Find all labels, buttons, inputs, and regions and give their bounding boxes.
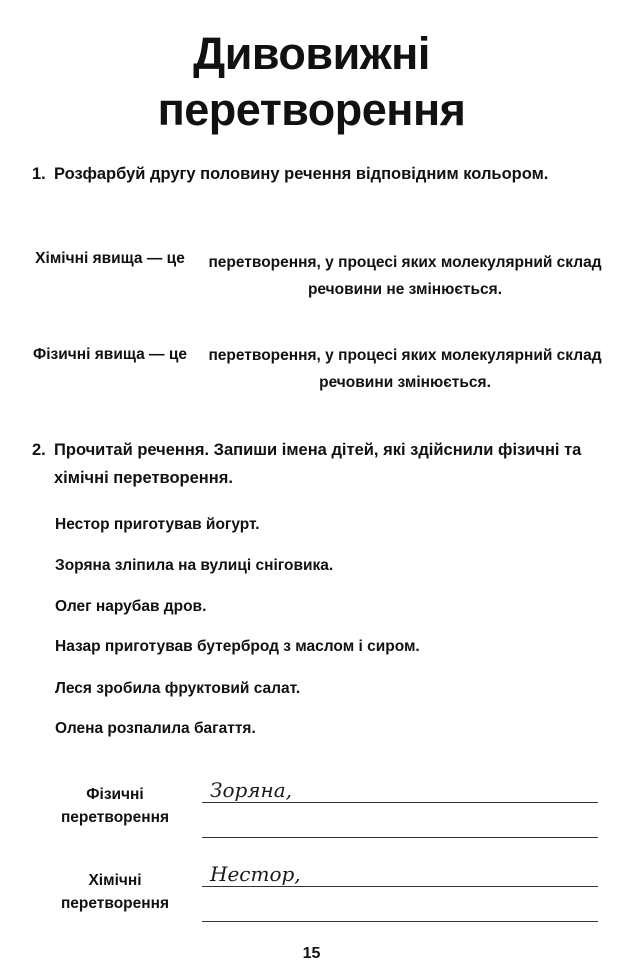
definition-1[interactable]: перетворення, у процесі яких молекулярний склад речовини не змінюється. — [208, 254, 602, 298]
sentence-6: Олена розпалила багаття. — [55, 720, 256, 737]
answer-handwritten-chemical: Нестор, — [210, 862, 301, 886]
page-title — [0, 26, 623, 138]
page-number: 15 — [302, 945, 321, 962]
page-title-line-2: перетворення — [157, 84, 466, 135]
answer-label-physical: Фізичні перетворення — [60, 786, 170, 826]
sentence-5: Леся зробила фруктовий салат. — [55, 680, 301, 697]
definition-2[interactable]: перетворення, у процесі яких молекулярний склад речовини змінюється. — [208, 347, 602, 391]
task-2-number: 2. — [32, 441, 46, 459]
answer-line-physical-1[interactable] — [202, 802, 598, 803]
answer-handwritten-physical: Зоряна, — [210, 778, 293, 802]
sentence-1: Нестор приготував йогурт. — [55, 516, 260, 533]
answer-line-chemical-2[interactable] — [202, 921, 598, 922]
sentence-3: Олег нарубав дров. — [55, 598, 207, 615]
page-title-line-1: Дивовижні — [193, 28, 430, 79]
page-title-source — [0, 0, 1, 1]
task-1-number: 1. — [32, 165, 46, 183]
answer-label-chemical: Хімічні перетворення — [60, 872, 170, 912]
task-1-text: Розфарбуй другу половину речення відповідним кольором. — [54, 165, 549, 183]
sentence-2: Зоряна зліпила на вулиці сніговика. — [55, 557, 334, 574]
task-1-instruction — [32, 160, 602, 188]
term-chemical: Хімічні явища — це — [35, 250, 185, 267]
task-2-instruction — [32, 436, 602, 492]
term-physical: Фізичні явища — це — [33, 346, 187, 363]
sentence-4: Назар приготував бутерброд з маслом і сиром. — [55, 638, 420, 655]
answer-line-chemical-1[interactable] — [202, 886, 598, 887]
answer-line-physical-2[interactable] — [202, 837, 598, 838]
task-2-text: Прочитай речення. Запиши імена дітей, які здійснили фізичні та хімічні перетворення. — [54, 441, 582, 487]
